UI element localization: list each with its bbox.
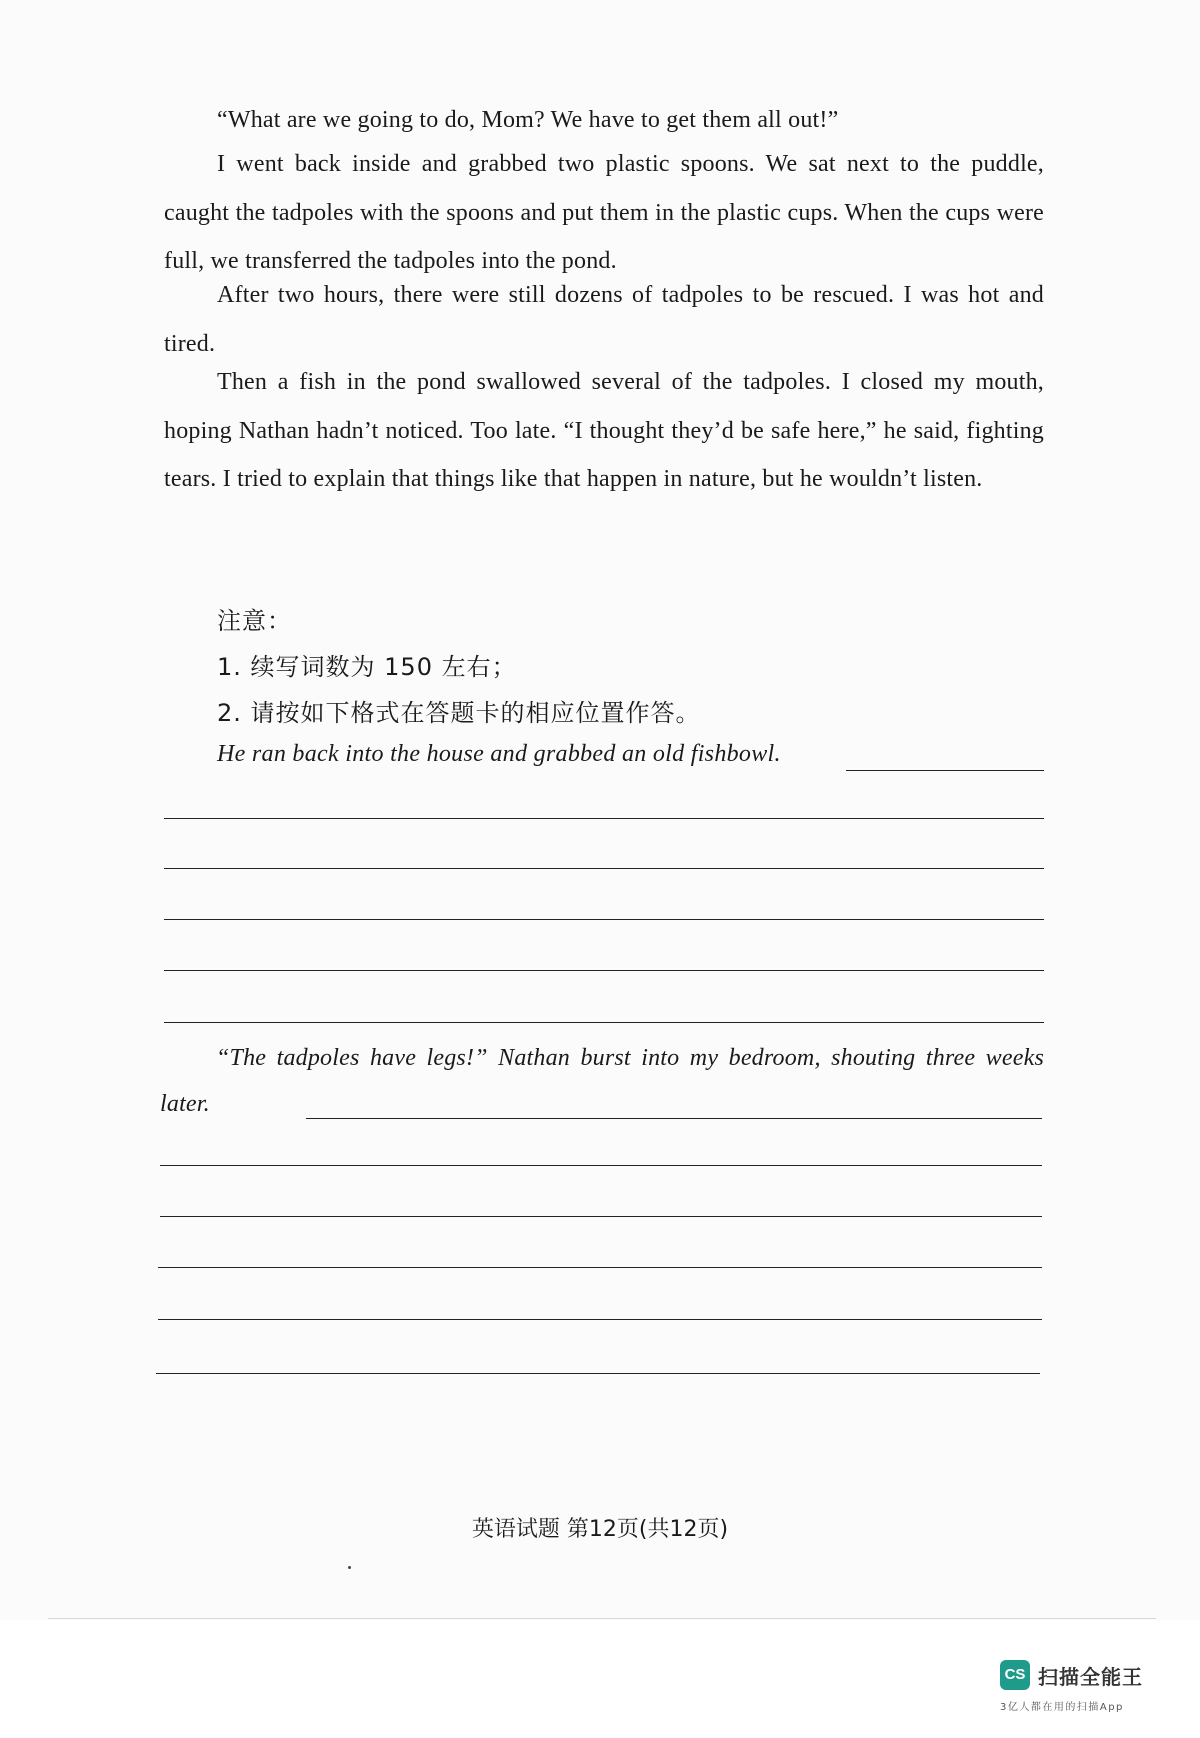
passage-paragraph-4: Then a fish in the pond swallowed several of the tadpoles. I closed my mouth, hoping Nathan hadn’t noticed. Too late. “I thought they’d be safe here,” he said, fighting tears. I tried to explain that things like that happen in nature, but he wouldn’t listen. bbox=[164, 369, 1044, 492]
cs-logo-icon: CS bbox=[1000, 1660, 1030, 1690]
answer-line bbox=[164, 1022, 1044, 1023]
continuation-prompt-1: He ran back into the house and grabbed an old fishbowl. bbox=[217, 741, 781, 767]
answer-line bbox=[846, 770, 1044, 771]
answer-line bbox=[164, 919, 1044, 920]
notes-item-2: 2. 请按如下格式在答题卡的相应位置作答。 bbox=[217, 699, 701, 727]
page-footer: 英语试题 第12页(共12页) bbox=[471, 1517, 729, 1542]
scanner-watermark bbox=[1000, 1660, 1160, 1720]
notes-heading: 注意： bbox=[217, 607, 292, 635]
answer-line bbox=[158, 1319, 1042, 1320]
passage-paragraph-3: After two hours, there were still dozens of tadpoles to be rescued. I was hot and tired. bbox=[164, 282, 1044, 357]
scanner-brand-name: 扫描全能王 bbox=[1038, 1665, 1143, 1689]
answer-line bbox=[164, 868, 1044, 869]
answer-line bbox=[306, 1118, 1042, 1119]
answer-line bbox=[158, 1267, 1042, 1268]
answer-line bbox=[164, 818, 1044, 819]
scanner-brand-tagline: 3亿人都在用的扫描App bbox=[1000, 1702, 1124, 1713]
page-edge bbox=[48, 1618, 1156, 1619]
answer-line bbox=[164, 970, 1044, 971]
answer-line bbox=[160, 1216, 1042, 1217]
scan-speck bbox=[348, 1566, 351, 1569]
passage-paragraph-2: I went back inside and grabbed two plastic spoons. We sat next to the puddle, caught the tadpoles with the spoons and put them in the plastic cups. When the cups were full, we transferred the tadpoles into the pond. bbox=[164, 151, 1044, 274]
answer-line bbox=[156, 1373, 1040, 1374]
notes-item-1: 1. 续写词数为 150 左右； bbox=[217, 653, 517, 681]
passage-paragraph-1: “What are we going to do, Mom? We have to get them all out!” bbox=[217, 107, 839, 133]
answer-line bbox=[160, 1165, 1042, 1166]
continuation-prompt-2: “The tadpoles have legs!” Nathan burst into my bedroom, shouting three weeks later. bbox=[160, 1045, 1044, 1117]
